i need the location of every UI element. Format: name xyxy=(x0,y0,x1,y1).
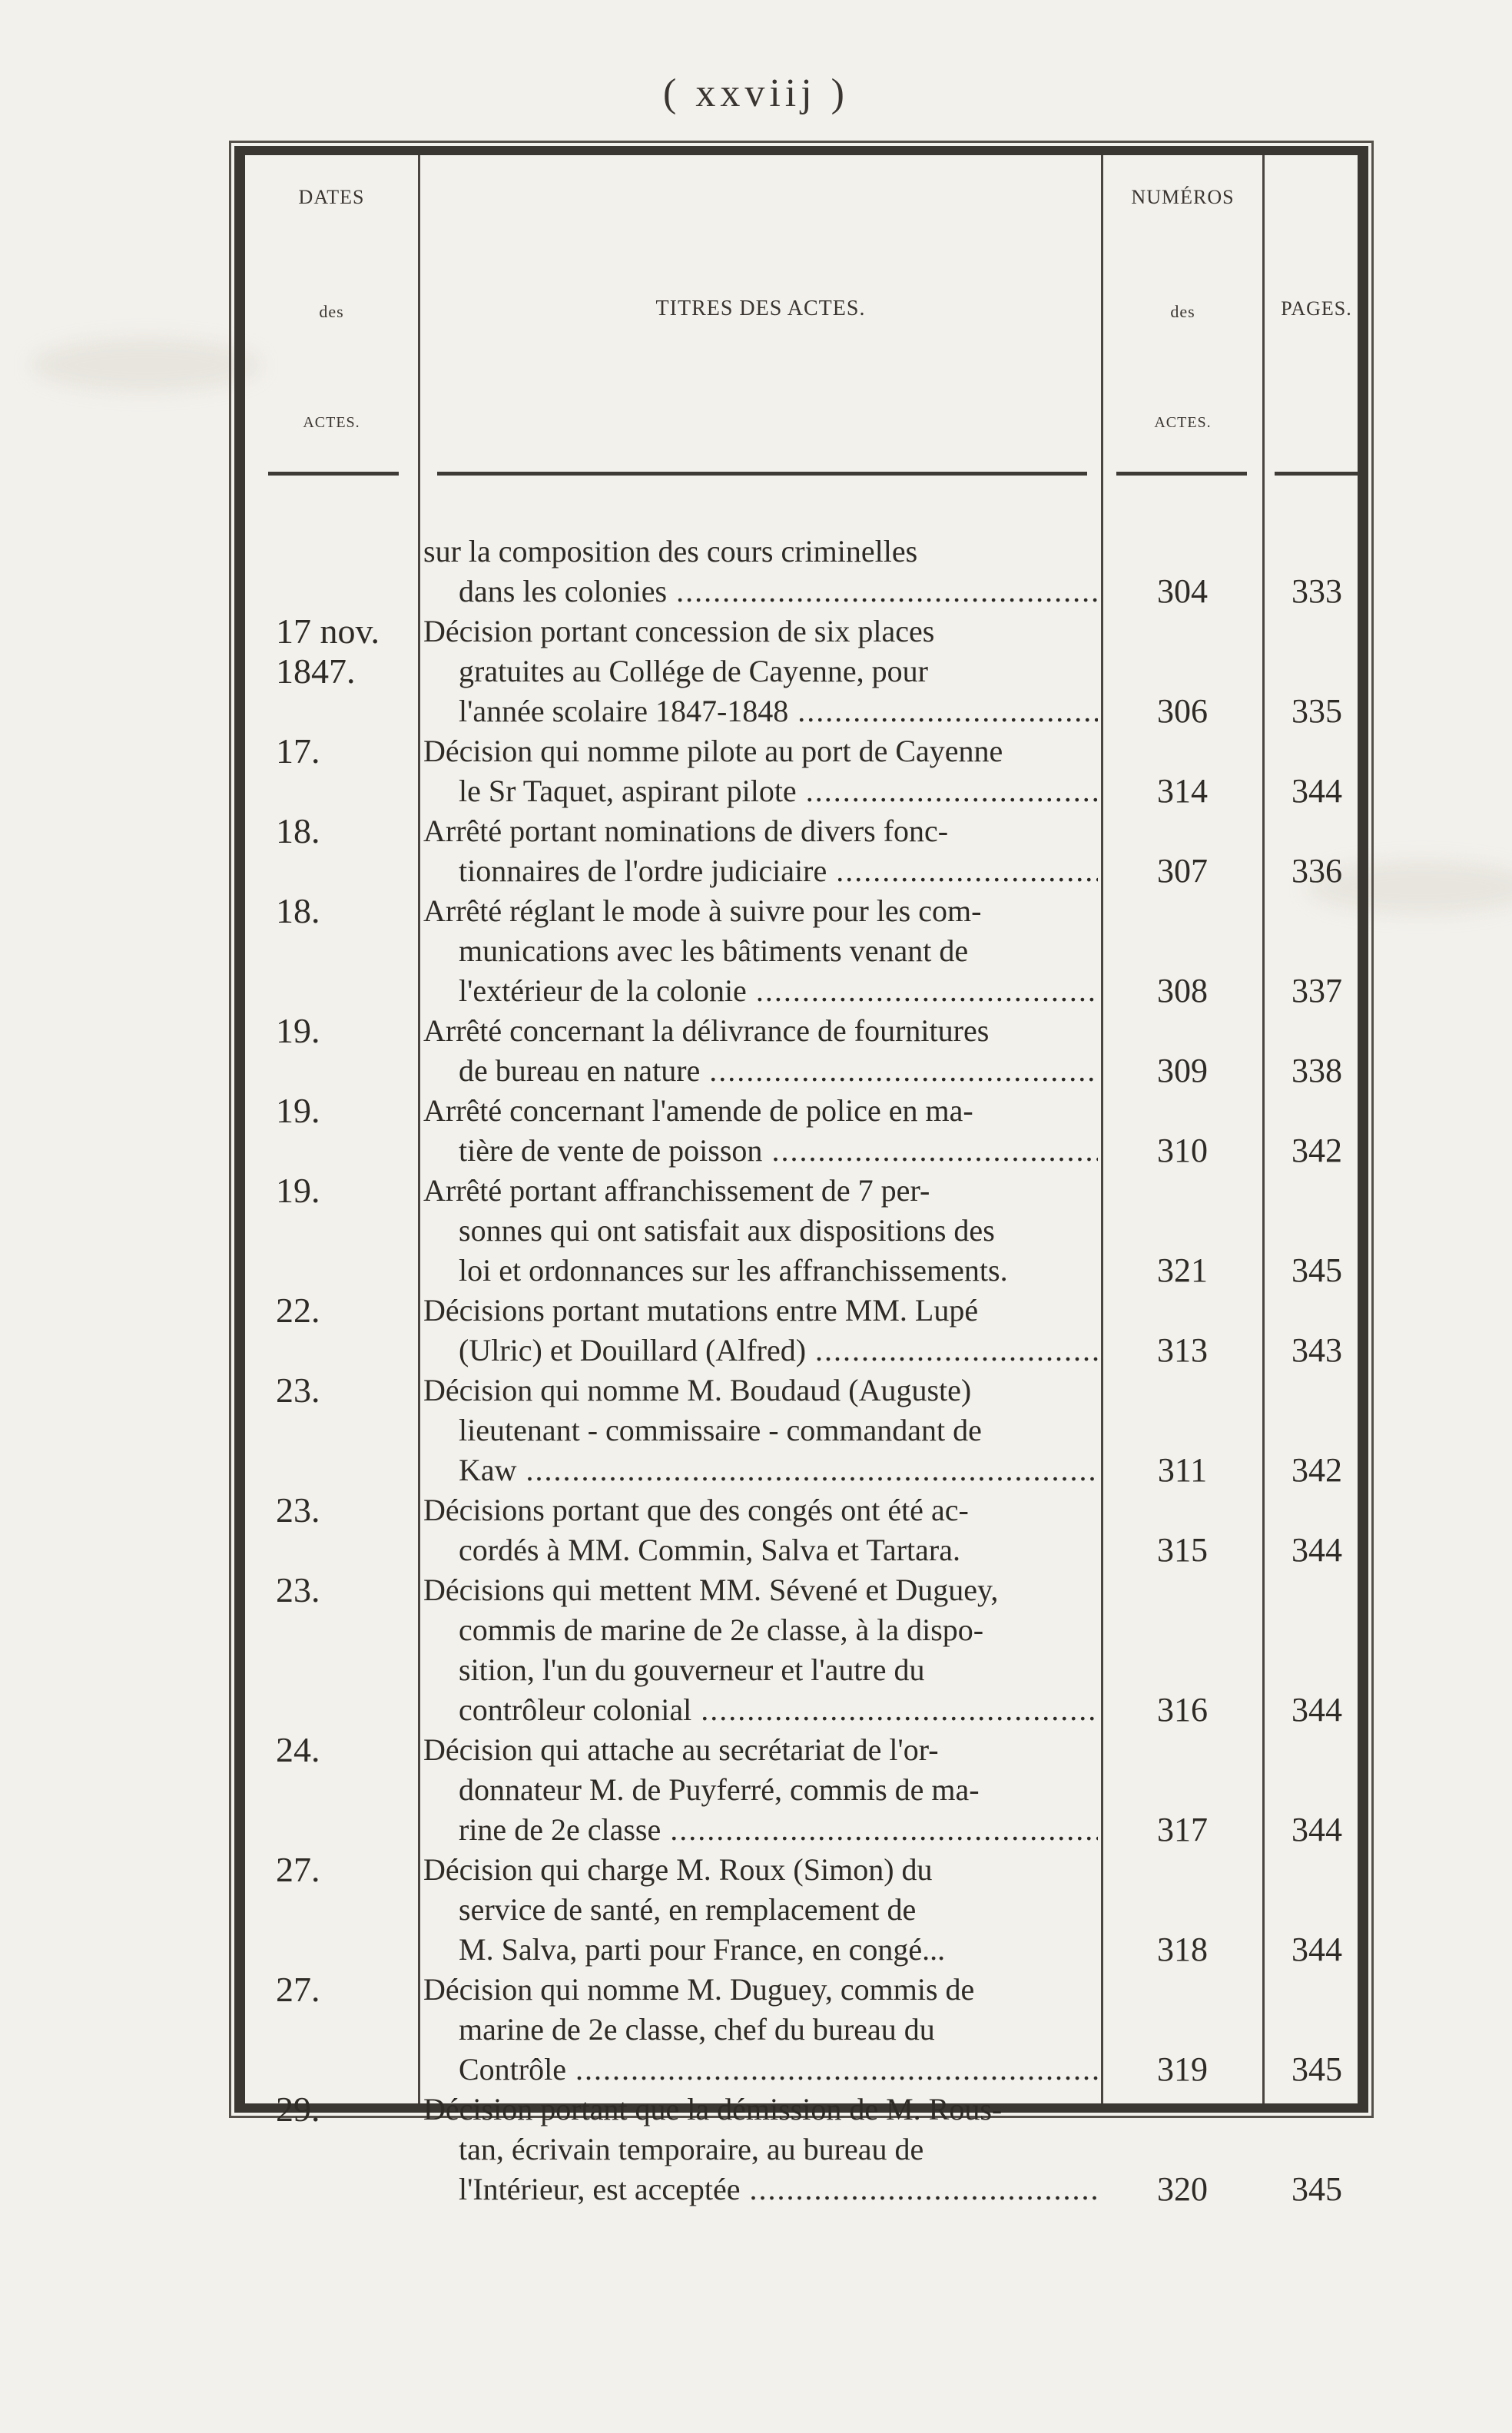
row-act-number: 310 xyxy=(1157,1132,1208,1169)
row-page-number: 345 xyxy=(1292,2170,1342,2208)
row-title-line: tière de vente de poisson ..... xyxy=(423,1131,1098,1171)
row-page-number: 342 xyxy=(1292,1451,1342,1489)
row-title xyxy=(423,1850,1098,1970)
row-title xyxy=(423,1291,1098,1371)
row-date-line: 19. xyxy=(276,1011,320,1050)
row-date-line: 19. xyxy=(276,1091,320,1130)
header-titles xyxy=(420,186,1101,432)
row-title-line: cordés à MM. Commin, Salva et Tartara. xyxy=(459,1533,960,1567)
row-title-line: service de santé, en remplacement de xyxy=(459,1892,917,1927)
row-title-line: l'Intérieur, est acceptée ..... xyxy=(423,2169,1098,2209)
row-title xyxy=(423,612,1098,731)
row-date-line: 23. xyxy=(276,1371,320,1410)
row-title-line: l'extérieur de la colonie ..... xyxy=(423,971,1098,1011)
row-page-number: 343 xyxy=(1292,1331,1342,1369)
row-act-number: 304 xyxy=(1157,572,1208,610)
row-page-number: 344 xyxy=(1292,1811,1342,1848)
row-page-number: 344 xyxy=(1292,1691,1342,1729)
page-number: ( xxviij ) xyxy=(663,71,849,115)
row-title-line: Décision qui nomme M. Duguey, commis de xyxy=(423,1972,975,2007)
row-act-number: 308 xyxy=(1157,972,1208,1009)
row-title-line: Décisions portant que des congés ont été ac- xyxy=(423,1493,969,1527)
row-title-line: Arrêté réglant le mode à suivre pour les com- xyxy=(423,893,982,928)
row-title-line: Décisions portant mutations entre MM. Lupé xyxy=(423,1293,979,1328)
row-title xyxy=(423,1730,1098,1850)
row-title xyxy=(423,1091,1098,1171)
row-date-line: 23. xyxy=(276,1490,320,1530)
row-title xyxy=(423,1970,1098,2090)
row-title-line: de bureau en nature ..... xyxy=(423,1051,1098,1091)
row-title xyxy=(423,2090,1098,2209)
row-title xyxy=(423,1171,1098,1291)
header-numeros-line2: des xyxy=(1170,301,1195,321)
row-date-line: 18. xyxy=(276,811,320,850)
header-dates-line3: ACTES. xyxy=(303,414,360,431)
row-act-number: 315 xyxy=(1157,1531,1208,1569)
header-dates-line1: DATES xyxy=(298,186,365,208)
row-title-line: Arrêté concernant l'amende de police en ma- xyxy=(423,1093,973,1128)
row-title-line: munications avec les bâtiments venant de xyxy=(459,933,969,968)
row-page-number: 344 xyxy=(1292,1531,1342,1569)
row-title xyxy=(423,1490,1098,1570)
row-page-number: 335 xyxy=(1292,692,1342,730)
row-title-line: sonnes qui ont satisfait aux dispositions des xyxy=(459,1213,995,1248)
row-date-line: 24. xyxy=(276,1730,320,1769)
row-date-line: 23. xyxy=(276,1570,320,1609)
row-title-line: loi et ordonnances sur les affranchissements. xyxy=(459,1253,1008,1288)
row-page-number: 345 xyxy=(1292,2050,1342,2088)
row-title-line: sition, l'un du gouverneur et l'autre du xyxy=(459,1652,925,1687)
row-date xyxy=(276,1850,414,1890)
row-title xyxy=(423,1371,1098,1490)
row-title-line: Arrêté portant affranchissement de 7 per- xyxy=(423,1173,930,1208)
row-title-line: (Ulric) et Douillard (Alfred) ..... xyxy=(423,1331,1098,1371)
header-pages-label: PAGES. xyxy=(1281,297,1352,320)
header-rule-dates xyxy=(268,472,399,476)
row-date xyxy=(276,1371,414,1410)
row-date-line: 27. xyxy=(276,1850,320,1889)
row-date xyxy=(276,891,414,931)
row-title-line: tan, écrivain temporaire, au bureau de xyxy=(459,2132,924,2166)
row-act-number: 316 xyxy=(1157,1691,1208,1729)
row-date xyxy=(276,2090,414,2130)
header-numeros-line3: ACTES. xyxy=(1154,414,1212,431)
row-act-number: 306 xyxy=(1157,692,1208,730)
row-date xyxy=(276,1730,414,1770)
row-date xyxy=(276,1570,414,1610)
header-numeros-line1: NUMÉROS xyxy=(1131,186,1235,208)
row-date xyxy=(276,811,414,851)
row-date-line: 1847. xyxy=(276,651,356,691)
row-title xyxy=(423,1011,1098,1091)
row-title-line: marine de 2e classe, chef du bureau du xyxy=(459,2012,935,2047)
header-rule-pages xyxy=(1275,472,1359,476)
row-act-number: 314 xyxy=(1157,772,1208,810)
row-title-line: lieutenant - commissaire - commandant de xyxy=(459,1413,982,1447)
row-act-number: 321 xyxy=(1157,1251,1208,1289)
row-date xyxy=(276,612,414,691)
row-date-line: 17. xyxy=(276,731,320,771)
row-title-line: gratuites au Collége de Cayenne, pour xyxy=(459,654,928,688)
row-date xyxy=(276,1490,414,1530)
row-date xyxy=(276,1011,414,1051)
row-page-number: 344 xyxy=(1292,772,1342,810)
row-act-number: 319 xyxy=(1157,2050,1208,2088)
header-pages xyxy=(1265,186,1368,432)
row-title-line: l'année scolaire 1847-1848 ..... xyxy=(423,691,1098,731)
row-title xyxy=(423,811,1098,891)
row-title-line: Contrôle ..... xyxy=(423,2050,1098,2090)
row-title-line: rine de 2e classe ..... xyxy=(423,1810,1098,1850)
row-page-number: 345 xyxy=(1292,1251,1342,1289)
row-title-line: sur la composition des cours criminelles xyxy=(423,534,918,568)
row-act-number: 317 xyxy=(1157,1811,1208,1848)
row-page-number: 342 xyxy=(1292,1132,1342,1169)
row-act-number: 318 xyxy=(1157,1931,1208,1968)
row-title-line: tionnaires de l'ordre judiciaire ..... xyxy=(423,851,1098,891)
row-title-line: Arrêté concernant la délivrance de fournitures xyxy=(423,1013,990,1048)
row-title-line: Décision portant que la démission de M. Rous- xyxy=(423,2092,1003,2126)
row-act-number: 309 xyxy=(1157,1052,1208,1089)
row-title-line: donnateur M. de Puyferré, commis de ma- xyxy=(459,1772,980,1807)
row-date xyxy=(276,1171,414,1211)
row-act-number: 311 xyxy=(1157,1451,1208,1489)
row-date-line: 19. xyxy=(276,1171,320,1210)
row-title xyxy=(423,532,1098,612)
row-title-line: Décision qui nomme M. Boudaud (Auguste) xyxy=(423,1373,972,1407)
row-date xyxy=(276,1970,414,2010)
row-title-line: commis de marine de 2e classe, à la dispo- xyxy=(459,1613,984,1647)
row-act-number: 320 xyxy=(1157,2170,1208,2208)
column-divider-3 xyxy=(1262,155,1265,2103)
row-title xyxy=(423,1570,1098,1730)
row-title-line: Décision portant concession de six places xyxy=(423,614,935,648)
header-dates-line2: des xyxy=(319,301,344,321)
row-title-line: Arrêté portant nominations de divers fonc- xyxy=(423,814,949,848)
row-title-line: Décision qui charge M. Roux (Simon) du xyxy=(423,1852,933,1887)
row-act-number: 307 xyxy=(1157,852,1208,890)
header-titles-label: TITRES DES ACTES. xyxy=(655,297,866,320)
header-rule-titles xyxy=(437,472,1087,476)
row-title-line: dans les colonies ..... xyxy=(423,572,1098,612)
row-title xyxy=(423,731,1098,811)
row-title-line: le Sr Taquet, aspirant pilote ..... xyxy=(423,771,1098,811)
header-rule-numeros xyxy=(1116,472,1247,476)
row-date-line: 18. xyxy=(276,891,320,930)
column-divider-2 xyxy=(1101,155,1103,2103)
row-title-line: Kaw ..... xyxy=(423,1450,1098,1490)
row-title xyxy=(423,891,1098,1011)
column-divider-1 xyxy=(418,155,420,2103)
row-title-line: M. Salva, parti pour France, en congé... xyxy=(459,1932,946,1967)
row-title-line: contrôleur colonial ..... xyxy=(423,1690,1098,1730)
row-date-line: 29. xyxy=(276,2090,320,2129)
row-page-number: 336 xyxy=(1292,852,1342,890)
header-dates xyxy=(245,186,418,432)
row-page-number: 344 xyxy=(1292,1931,1342,1968)
row-act-number: 313 xyxy=(1157,1331,1208,1369)
row-page-number: 337 xyxy=(1292,972,1342,1009)
row-page-number: 338 xyxy=(1292,1052,1342,1089)
row-date xyxy=(276,1291,414,1331)
row-title-line: Décisions qui mettent MM. Sévené et Duguey, xyxy=(423,1573,999,1607)
acts-table xyxy=(234,146,1368,2208)
header-numeros xyxy=(1103,186,1262,432)
row-date xyxy=(276,1091,414,1131)
row-date-line: 27. xyxy=(276,1970,320,2009)
row-date xyxy=(276,731,414,771)
row-page-number: 333 xyxy=(1292,572,1342,610)
row-title-line: Décision qui nomme pilote au port de Cayenne xyxy=(423,734,1003,768)
row-title-line: Décision qui attache au secrétariat de l'or- xyxy=(423,1732,939,1767)
row-date-line: 17 nov. xyxy=(276,612,380,651)
row-date-line: 22. xyxy=(276,1291,320,1330)
